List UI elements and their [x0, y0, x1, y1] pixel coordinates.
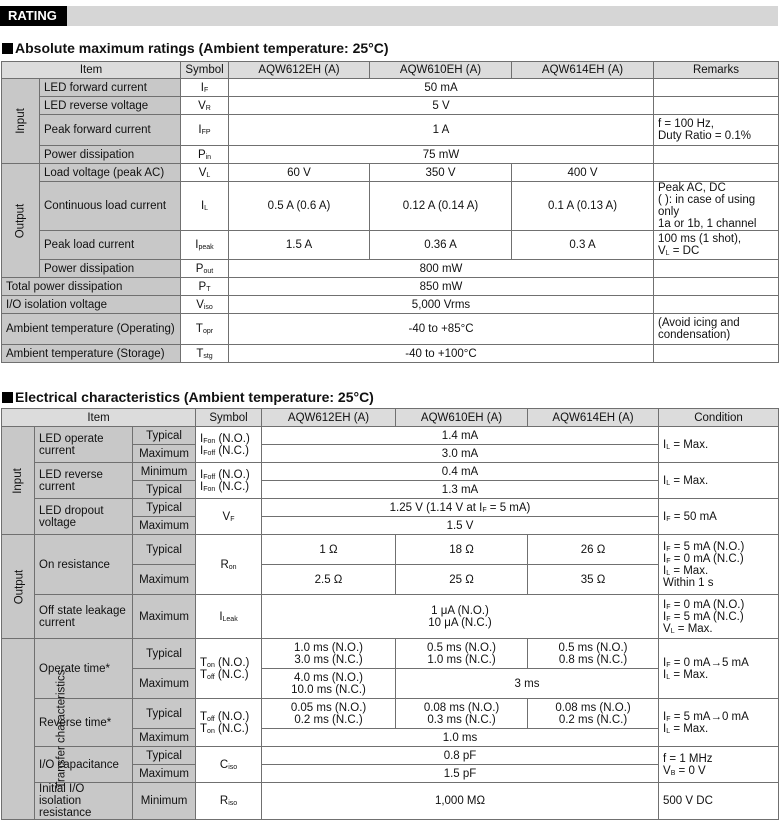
table-row [2, 747, 779, 765]
symbol-cell: $R_{iso}$ [196, 783, 262, 820]
symbol-cell: $V_F$ [196, 499, 262, 535]
value-cell: 75 mW [229, 146, 654, 164]
item-name: I/O capacitance [35, 747, 133, 783]
symbol-cell: $T_{on}$ (N.O.) $T_{off}$ (N.C.) [196, 639, 262, 699]
typical-label: Typical [133, 499, 196, 517]
symbol-cell: $T_{stg}$ [181, 345, 229, 363]
remarks-cell [654, 296, 779, 314]
table-row [2, 595, 779, 639]
symbol-cell: $P_{out}$ [181, 260, 229, 278]
value-cell: 0.1 A (0.13 A) [512, 182, 654, 231]
value-cell: 2.5 Ω [262, 565, 396, 595]
maximum-label: Maximum [133, 517, 196, 535]
remarks-cell: Peak AC, DC ( ): in case of using only 1a or 1b, 1 channel [654, 182, 779, 231]
table-row [2, 639, 779, 669]
abs-max-heading [2, 40, 389, 56]
item-name: Operate time* [35, 639, 133, 699]
table-row [2, 260, 779, 278]
typical-label: Typical [133, 535, 196, 565]
elec-header-symbol: Symbol [196, 409, 262, 427]
symbol-cell: $I_{FP}$ [181, 115, 229, 146]
maximum-label: Maximum [133, 729, 196, 747]
table-row [2, 296, 779, 314]
typical-label: Typical [133, 699, 196, 729]
value-cell: 0.5 A (0.6 A) [229, 182, 370, 231]
remarks-cell [654, 146, 779, 164]
value-cell: 18 Ω [396, 535, 528, 565]
typical-label: Typical [133, 427, 196, 445]
value-cell: 35 Ω [528, 565, 659, 595]
elec-heading [2, 389, 374, 405]
abs-header-m3: AQW614EH (A) [512, 62, 654, 79]
maximum-label: Maximum [133, 669, 196, 699]
value-cell: 0.8 pF [262, 747, 659, 765]
value-cell: -40 to +85°C [229, 314, 654, 345]
elec-header-item: Item [2, 409, 196, 427]
transfer-group-label: Transfer characteristics [2, 639, 35, 820]
value-cell: 0.4 mA [262, 463, 659, 481]
abs-header-symbol: Symbol [181, 62, 229, 79]
remarks-cell [654, 278, 779, 296]
item-name: Power dissipation [40, 146, 181, 164]
table-row [2, 699, 779, 729]
input-group-label: Input [2, 427, 35, 535]
abs-header-m1: AQW612EH (A) [229, 62, 370, 79]
item-name: LED reverse voltage [40, 97, 181, 115]
item-name: LED forward current [40, 79, 181, 97]
input-group-label: Input [2, 79, 40, 164]
condition-cell: $I_F = 5$ mA→0 mA $I_L$ = Max. [659, 699, 779, 747]
item-name: Continuous load current [40, 182, 181, 231]
elec-table [1, 408, 779, 820]
condition-cell: 500 V DC [659, 783, 779, 820]
item-name: Off state leakage current [35, 595, 133, 639]
elec-header-m2: AQW610EH (A) [396, 409, 528, 427]
value-cell: 1.5 pF [262, 765, 659, 783]
symbol-cell: $T_{off}$ (N.O.) $T_{on}$ (N.C.) [196, 699, 262, 747]
remarks-cell: (Avoid icing and condensation) [654, 314, 779, 345]
table-row [2, 146, 779, 164]
symbol-cell: $I_{peak}$ [181, 231, 229, 260]
value-cell: 0.3 A [512, 231, 654, 260]
value-cell: 1.0 ms [262, 729, 659, 747]
table-row [2, 345, 779, 363]
remarks-cell [654, 97, 779, 115]
value-cell: 1.5 A [229, 231, 370, 260]
value-cell: 0.08 ms (N.O.) 0.2 ms (N.C.) [528, 699, 659, 729]
elec-header-m3: AQW614EH (A) [528, 409, 659, 427]
rating-label: RATING [0, 6, 67, 26]
item-name: Initial I/O isolation resistance [35, 783, 133, 820]
remarks-cell [654, 345, 779, 363]
symbol-cell: $P_{in}$ [181, 146, 229, 164]
symbol-cell: $V_L$ [181, 164, 229, 182]
maximum-label: Maximum [133, 445, 196, 463]
symbol-cell: $I_{Foff}$ (N.O.) $I_{Fon}$ (N.C.) [196, 463, 262, 499]
symbol-cell: $T_{opr}$ [181, 314, 229, 345]
item-name: LED operate current [35, 427, 133, 463]
elec-title: Electrical characteristics (Ambient temperature: 25°C) [15, 389, 374, 405]
value-cell: 1 μA (N.O.) 10 μA (N.C.) [262, 595, 659, 639]
typical-label: Typical [133, 639, 196, 669]
condition-cell: $I_L$ = Max. [659, 427, 779, 463]
symbol-cell: $I_F$ [181, 79, 229, 97]
value-cell: 5 V [229, 97, 654, 115]
value-cell: 60 V [229, 164, 370, 182]
condition-cell: $I_F = 0$ mA→5 mA $I_L$ = Max. [659, 639, 779, 699]
value-cell: 1.4 mA [262, 427, 659, 445]
output-group-label: Output [2, 164, 40, 278]
value-cell: 0.5 ms (N.O.) 0.8 ms (N.C.) [528, 639, 659, 669]
remarks-cell [654, 260, 779, 278]
value-cell: 850 mW [229, 278, 654, 296]
maximum-label: Maximum [133, 595, 196, 639]
value-cell: 5,000 Vrms [229, 296, 654, 314]
value-cell: 1 A [229, 115, 654, 146]
maximum-label: Maximum [133, 765, 196, 783]
item-name: LED dropout voltage [35, 499, 133, 535]
value-cell: 1.5 V [262, 517, 659, 535]
item-name: LED reverse current [35, 463, 133, 499]
abs-header-row [2, 62, 779, 79]
value-cell: 400 V [512, 164, 654, 182]
elec-header-row [2, 409, 779, 427]
item-name: On resistance [35, 535, 133, 595]
value-cell: 0.12 A (0.14 A) [370, 182, 512, 231]
maximum-label: Maximum [133, 565, 196, 595]
minimum-label: Minimum [133, 463, 196, 481]
minimum-label: Minimum [133, 783, 196, 820]
value-cell: 50 mA [229, 79, 654, 97]
table-row [2, 314, 779, 345]
square-bullet-icon [2, 43, 13, 54]
square-bullet-icon [2, 392, 13, 403]
abs-max-title: Absolute maximum ratings (Ambient temperature: 25°C) [15, 40, 389, 56]
symbol-cell: $I_{Leak}$ [196, 595, 262, 639]
abs-header-remarks: Remarks [654, 62, 779, 79]
remarks-cell: f = 100 Hz, Duty Ratio = 0.1% [654, 115, 779, 146]
table-row [2, 427, 779, 445]
table-row [2, 535, 779, 565]
value-cell: 0.5 ms (N.O.) 1.0 ms (N.C.) [396, 639, 528, 669]
value-cell: 1.25 V (1.14 V at $I_F = 5$ mA) [262, 499, 659, 517]
table-row [2, 79, 779, 97]
elec-header-condition: Condition [659, 409, 779, 427]
value-cell: 1.0 ms (N.O.) 3.0 ms (N.C.) [262, 639, 396, 669]
value-cell: 3.0 mA [262, 445, 659, 463]
abs-max-table [1, 61, 779, 363]
value-cell: 26 Ω [528, 535, 659, 565]
table-row [2, 182, 779, 231]
value-cell: 1,000 MΩ [262, 783, 659, 820]
condition-cell: $I_F = 5$ mA (N.O.) $I_F = 0$ mA (N.C.) $I_L$ = Max. Within 1 s [659, 535, 779, 595]
value-cell: 0.08 ms (N.O.) 0.3 ms (N.C.) [396, 699, 528, 729]
value-cell: 3 ms [396, 669, 659, 699]
condition-cell: $I_F = 0$ mA (N.O.) $I_F = 5$ mA (N.C.) $V_L$ = Max. [659, 595, 779, 639]
value-cell: 4.0 ms (N.O.) 10.0 ms (N.C.) [262, 669, 396, 699]
item-name: Reverse time* [35, 699, 133, 747]
item-name: Peak forward current [40, 115, 181, 146]
typical-label: Typical [133, 747, 196, 765]
abs-header-m2: AQW610EH (A) [370, 62, 512, 79]
rating-bar [0, 6, 778, 26]
table-row [2, 278, 779, 296]
item-name: Ambient temperature (Storage) [2, 345, 181, 363]
item-name: Total power dissipation [2, 278, 181, 296]
item-name: Ambient temperature (Operating) [2, 314, 181, 345]
table-row [2, 783, 779, 820]
remarks-cell [654, 79, 779, 97]
condition-cell: f = 1 MHz $V_B = 0$ V [659, 747, 779, 783]
condition-cell: $I_L$ = Max. [659, 463, 779, 499]
table-row [2, 463, 779, 481]
value-cell: 1.3 mA [262, 481, 659, 499]
table-row [2, 499, 779, 517]
value-cell: 1 Ω [262, 535, 396, 565]
symbol-cell: $C_{iso}$ [196, 747, 262, 783]
table-row [2, 97, 779, 115]
output-group-label: Output [2, 535, 35, 639]
value-cell: -40 to +100°C [229, 345, 654, 363]
table-row [2, 115, 779, 146]
remarks-cell [654, 164, 779, 182]
abs-header-item: Item [2, 62, 181, 79]
table-row [2, 164, 779, 182]
condition-cell: $I_F = 50$ mA [659, 499, 779, 535]
value-cell: 800 mW [229, 260, 654, 278]
table-row [2, 231, 779, 260]
elec-header-m1: AQW612EH (A) [262, 409, 396, 427]
symbol-cell: $V_R$ [181, 97, 229, 115]
item-name: Power dissipation [40, 260, 181, 278]
symbol-cell: $I_L$ [181, 182, 229, 231]
symbol-cell: $R_{on}$ [196, 535, 262, 595]
value-cell: 25 Ω [396, 565, 528, 595]
value-cell: 0.05 ms (N.O.) 0.2 ms (N.C.) [262, 699, 396, 729]
item-name: Load voltage (peak AC) [40, 164, 181, 182]
item-name: I/O isolation voltage [2, 296, 181, 314]
value-cell: 350 V [370, 164, 512, 182]
remarks-cell: 100 ms (1 shot), $V_L$ = DC [654, 231, 779, 260]
symbol-cell: $I_{Fon}$ (N.O.) $I_{Foff}$ (N.C.) [196, 427, 262, 463]
symbol-cell: $V_{iso}$ [181, 296, 229, 314]
typical-label: Typical [133, 481, 196, 499]
symbol-cell: $P_T$ [181, 278, 229, 296]
value-cell: 0.36 A [370, 231, 512, 260]
item-name: Peak load current [40, 231, 181, 260]
